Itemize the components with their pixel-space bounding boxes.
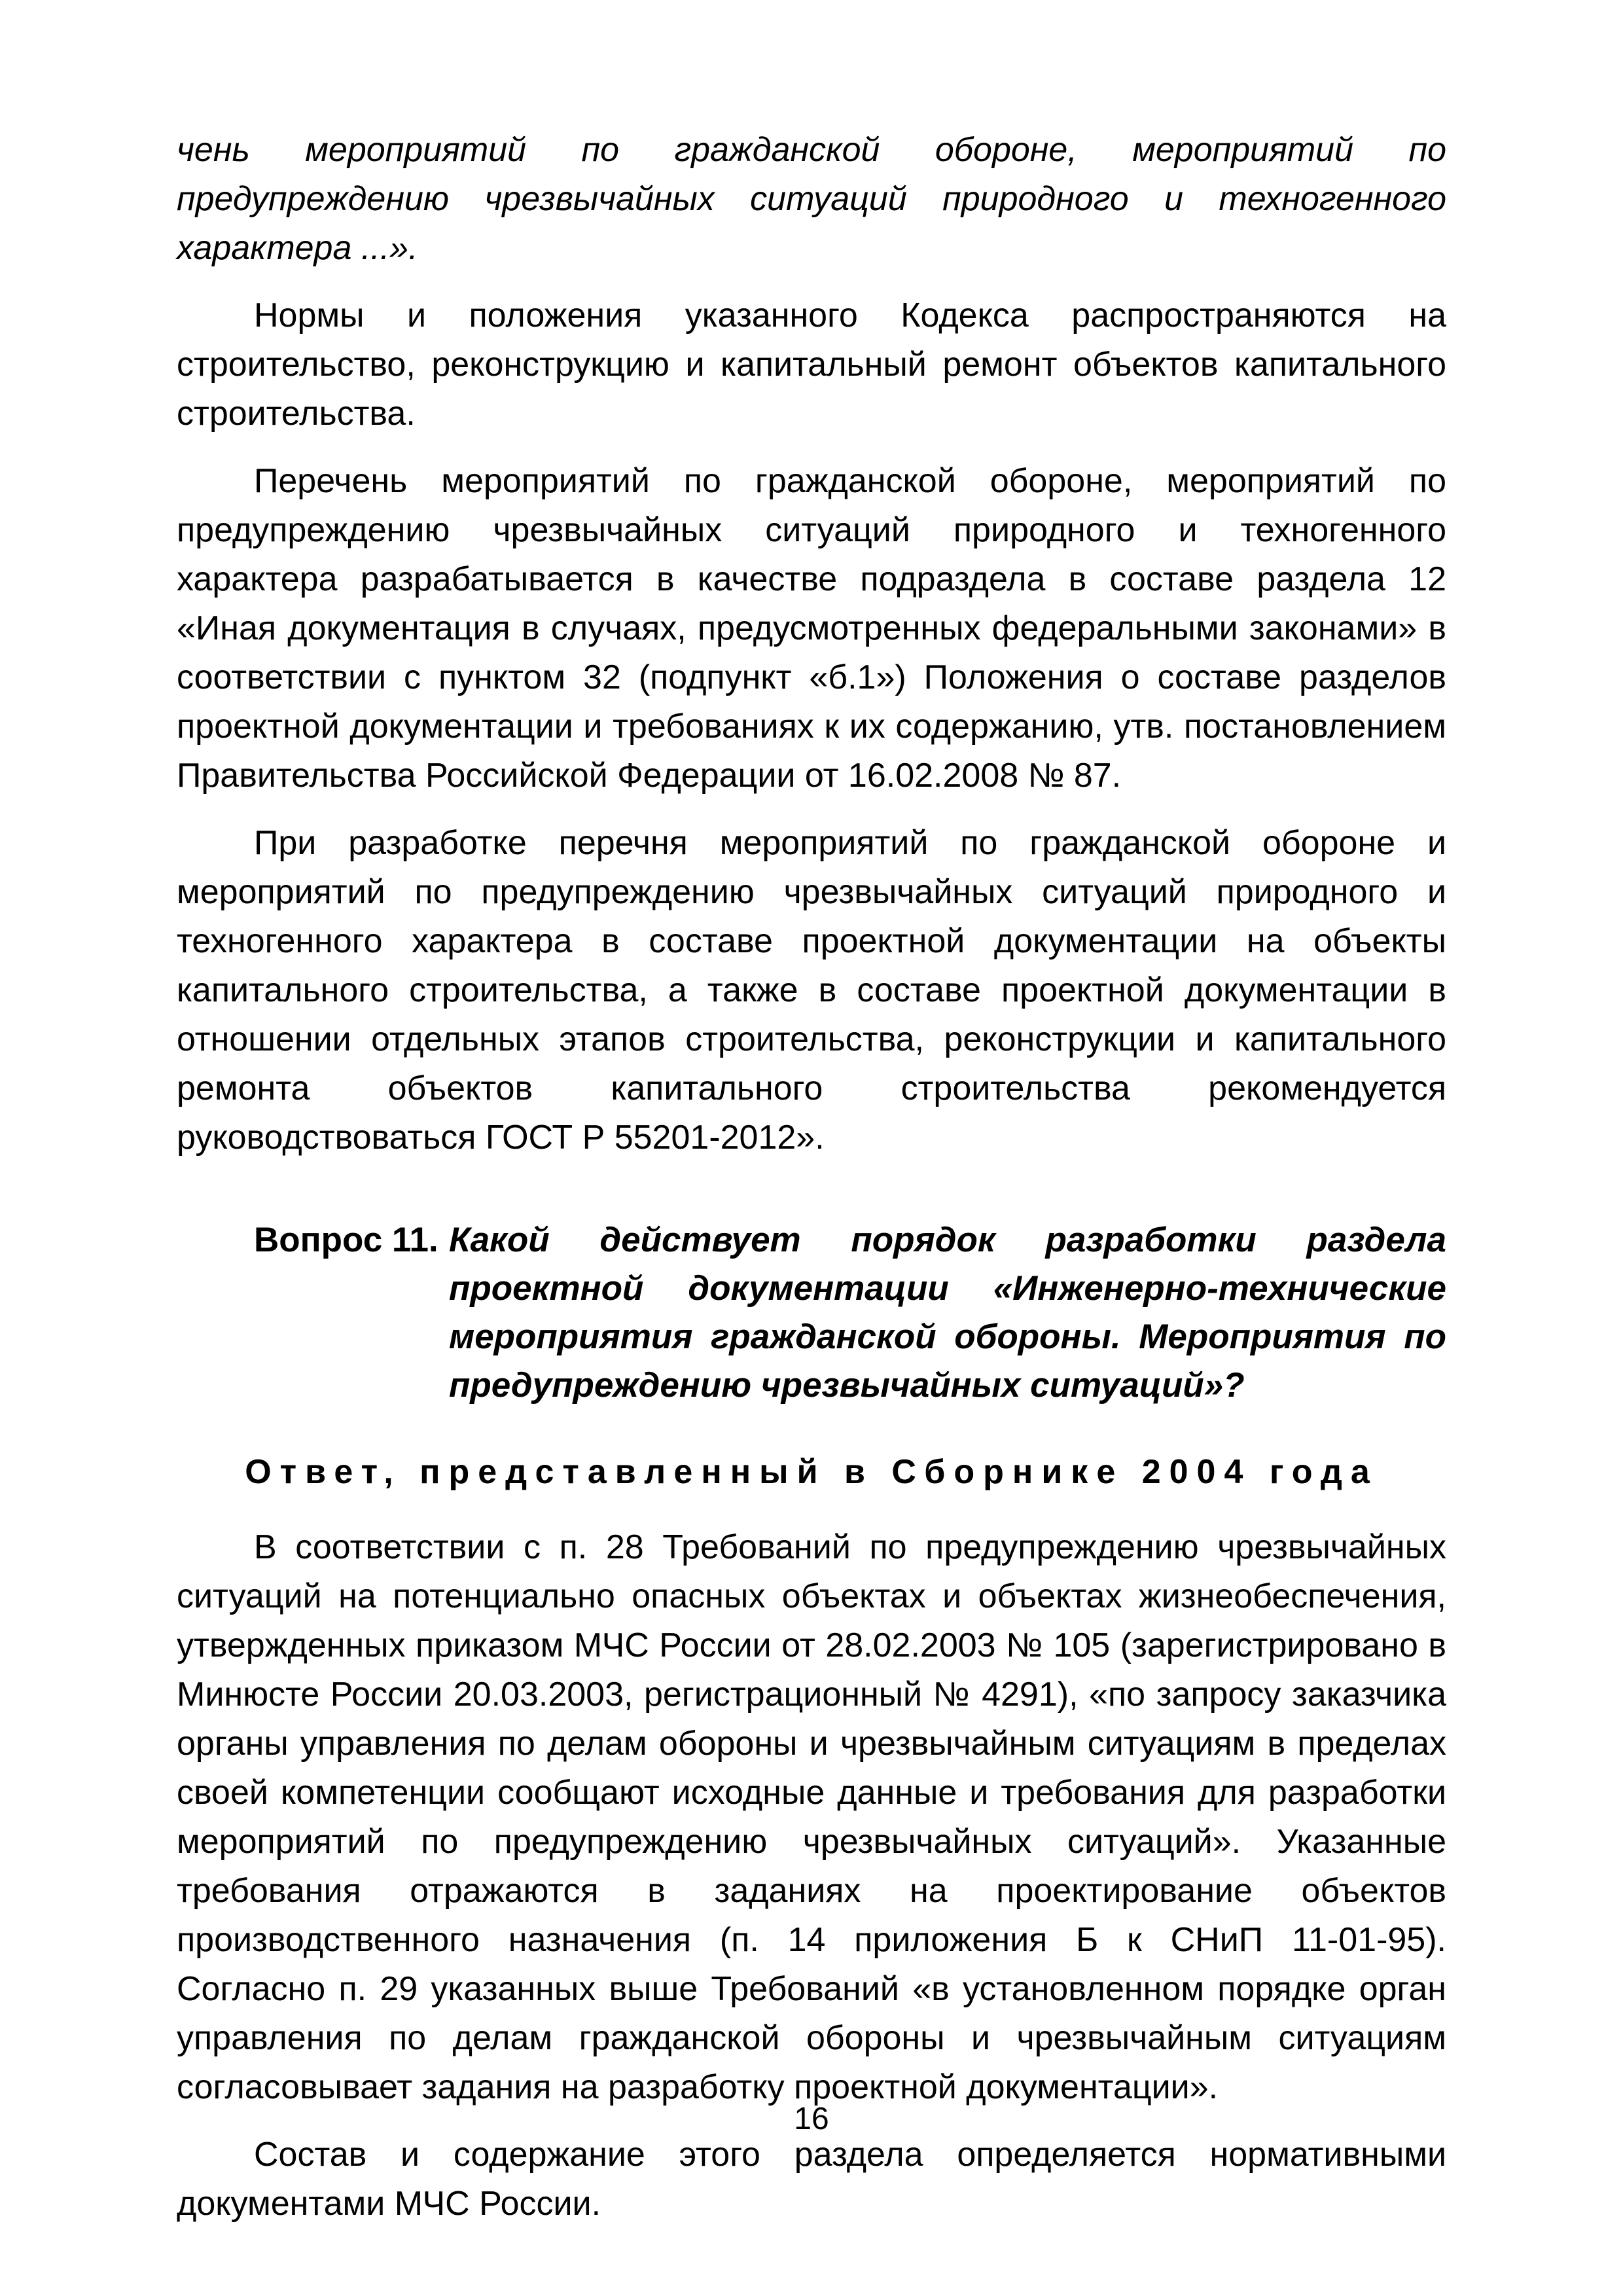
answer-paragraph-requirements: В соответствии с п. 28 Требований по предупреждению чрезвычайных ситуаций на потенциально опасных объектах и объектах жизнеобеспечения, утвержденных приказом МЧС России от 28.02.2003 № 105 (зарегистрировано в Минюсте России 20.03.2003, регистрационный № 4291), «по запросу заказчика органы управления по делам обороны и чрезвычайным ситуациям в пределах своей компетенции сообщают исходные данные и требования для разработки мероприятий по предупреждению чрезвычайных ситуаций». Указанные требования отражаются в заданиях на проектирование объектов производственного назначения (п. 14 приложения Б к СНиП 11-01-95). Согласно п. 29 указанных выше Требований «в установленном порядке орган управления по делам гражданской обороны и чрезвычайным ситуациям согласовывает задания на разработку проектной документации». — [177, 1528, 1446, 2106]
answer-paragraph-composition: Состав и содержание этого раздела определяется нормативными документами МЧС России. — [177, 2136, 1446, 2223]
paragraph-gost-recommendation: При разработке перечня мероприятий по гражданской обороне и мероприятий по предупреждению чрезвычайных ситуаций природного и техногенного характера в составе проектной документации на объекты капитального строительства, а также в составе проектной документации в отношении отдельных этапов строительства, реконструкции и капитального ремонта объектов капитального строительства рекомендуется руководствоваться ГОСТ Р 55201-2012». — [177, 824, 1446, 1157]
question-block — [177, 1216, 1446, 1410]
paragraph-code-norms: Нормы и положения указанного Кодекса распространяются на строительство, реконструкцию и капитальный ремонт объектов капитального строительства. — [177, 296, 1446, 433]
question-label: Вопрос 11. — [254, 1221, 438, 1259]
continuation-paragraph: чень мероприятий по гражданской обороне, мероприятий по предупреждению чрезвычайных ситуаций природного и техногенного характера ...». — [177, 131, 1446, 267]
answer-heading: Ответ, представленный в Сборнике 2004 года — [245, 1453, 1378, 1491]
paragraph-list-of-measures: Перечень мероприятий по гражданской обороне, мероприятий по предупреждению чрезвычайных ситуаций природного и техногенного характера разрабатывается в качестве подраздела в составе раздела 12 «Иная документация в случаях, предусмотренных федеральными законами» в соответствии с пунктом 32 (подпункт «б.1») Положения о составе разделов проектной документации и требованиях к их содержанию, утв. постановлением Правительства Российской Федерации от 16.02.2008 № 87. — [177, 462, 1446, 795]
page-number: 16 — [794, 2102, 829, 2136]
question-text: Какой действует порядок разработки раздела проектной документации «Инженерно-технические мероприятия гражданской обороны. Мероприятия по предупреждению чрезвычайных ситуаций»? — [449, 1221, 1446, 1405]
document-page — [177, 126, 1446, 2229]
